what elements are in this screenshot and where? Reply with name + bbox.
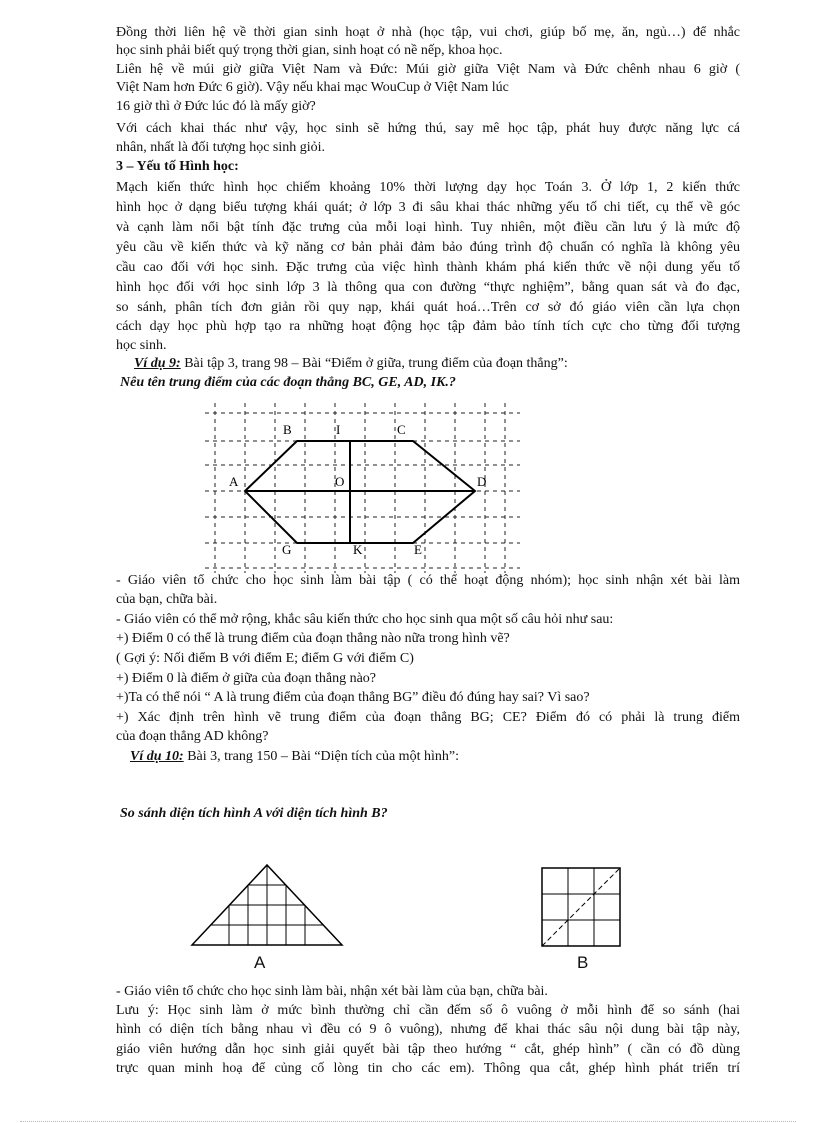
example-label: Ví dụ 9: [134, 356, 181, 371]
question-10: So sánh diện tích hình A với diện tích hình B? [120, 806, 388, 821]
point-label-e: E [414, 542, 422, 557]
point-label-c: C [397, 422, 406, 437]
text-line: +)Ta có thể nói “ A là trung điểm của đoạn thẳng BG” điều đó đúng hay sai? Vì sao? [116, 690, 590, 705]
example-10 [130, 749, 459, 765]
text-line: so sánh, phân tích đơn giản rồi quy nạp, khái quát hoá…Trên cơ sở đó giáo viên cần lựa chọn [116, 300, 740, 315]
text-line: ( Gợi ý: Nối điểm B với điểm E; điểm G với điểm C) [116, 651, 414, 666]
caption-a: A [254, 953, 266, 972]
text-line: cách dạy học phù hợp tạo ra những hoạt động học tập đảm bảo tính tích cực cho từng đối tượng [116, 319, 740, 334]
hexagon-grid-figure [200, 398, 530, 578]
shape-a-triangle [190, 860, 346, 950]
caption-b: B [577, 953, 589, 972]
page-footer-divider [20, 1121, 796, 1122]
example-text: Bài tập 3, trang 98 – Bài “Điểm ở giữa, trung điểm của đoạn thẳng”: [180, 356, 568, 371]
point-label-k: K [353, 542, 363, 557]
point-label-b: B [283, 422, 292, 437]
text-line: của bạn, chữa bài. [116, 592, 218, 607]
point-label-g: G [282, 542, 292, 557]
point-label-a: A [229, 474, 239, 489]
text-line: học sinh phải biết quý trọng thời gian, sinh hoạt có nề nếp, khoa học. [116, 43, 503, 58]
text-line: cầu cao đối với học sinh. Đặc trưng của việc hình thành khám phá kiến thức về nội dung yếu tố [116, 260, 740, 275]
text-line: Với cách khai thác như vậy, học sinh sẽ hứng thú, say mê học tập, phát huy được năng lực cá [116, 121, 740, 136]
text-line: - Giáo viên tổ chức cho học sinh làm bài tập ( có thể hoạt động nhóm); học sinh nhận xét bài làm [116, 573, 740, 588]
point-label-i: I [336, 422, 341, 437]
text-line: Mạch kiến thức hình học chiếm khoảng 10% thời lượng dạy học Toán 3. Ở lớp 1, 2 kiến thức [116, 180, 740, 195]
text-line: +) Xác định trên hình vẽ trung điểm của đoạn thẳng BG; CE? Điểm đó có phải là trung điểm [116, 710, 740, 725]
text-line: yêu cầu về kiến thức và kỹ năng cơ bản phải đảm bảo đúng trình độ chuẩn có nghĩa là không yêu [116, 240, 740, 255]
text-line: Liên hệ về múi giờ giữa Việt Nam và Đức: Múi giờ giữa Việt Nam và Đức chênh nhau 6 giờ ( [116, 62, 740, 77]
point-label-d: D [477, 474, 487, 489]
text-line: +) Điểm 0 có thể là trung điểm của đoạn thẳng nào nữa trong hình vẽ? [116, 631, 510, 646]
text-line: giáo viên hướng dẫn học sinh giải quyết bài tập theo hướng “ cắt, ghép hình” ( cần có đồ dùng [116, 1042, 740, 1057]
text-line: trực quan minh hoạ để củng cố lòng tin cho các em). Thông qua cắt, ghép hình phát triển trí [116, 1061, 740, 1076]
text-line: Việt Nam hơn Đức 6 giờ). Vậy nếu khai mạc WouCup ở Việt Nam lúc [116, 80, 509, 95]
example-9 [134, 356, 568, 372]
example-label: Ví dụ 10: [130, 749, 184, 764]
section-heading: 3 – Yếu tố Hình học: [116, 159, 239, 174]
text-line: +) Điểm 0 là điểm ở giữa của đoạn thẳng nào? [116, 671, 377, 686]
text-line: hình học ở dạng biểu tượng khái quát; ở lớp 3 đi sâu khai thác những yếu tố chi tiết, cụ thể về góc [116, 200, 740, 215]
text-line: và cạnh làm nổi bật tính đặc trưng của mỗi loại hình. Tuy nhiên, một điều cần lưu ý là mức độ [116, 220, 740, 235]
text-line: Đồng thời liên hệ về thời gian sinh hoạt ở nhà (học tập, vui chơi, giúp bố mẹ, ăn, ngủ…) để nhắc [116, 25, 740, 40]
text-line: học sinh. [116, 338, 167, 353]
example-text: Bài 3, trang 150 – Bài “Diện tích của một hình”: [183, 749, 459, 764]
text-line: - Giáo viên tổ chức cho học sinh làm bài, nhận xét bài làm của bạn, chữa bài. [116, 984, 548, 999]
text-line: hình học đối với học sinh lớp 3 là thông qua con đường “thực nghiệm”, bằng quan sát và đo đạc, [116, 280, 740, 295]
text-line: hình có diện tích bằng nhau vì đều có 9 ô vuông), nhưng để khai thác sâu nội dung bài tập này, [116, 1022, 740, 1037]
text-line: 16 giờ thì ở Đức lúc đó là mấy giờ? [116, 99, 316, 114]
point-label-o: O [335, 474, 345, 489]
text-line: của đoạn thẳng AD không? [116, 729, 269, 744]
text-line: nhân, nhất là đối tượng học sinh giỏi. [116, 140, 326, 155]
question-9: Nêu tên trung điểm của các đoạn thẳng BC, GE, AD, IK.? [120, 375, 456, 390]
text-line: - Giáo viên có thể mở rộng, khắc sâu kiến thức cho học sinh qua một số câu hỏi như sau: [116, 612, 614, 627]
shape-b-square [540, 866, 622, 948]
text-line: Lưu ý: Học sinh làm ở mức bình thường chỉ cần đếm số ô vuông ở mỗi hình để so sánh (hai [116, 1003, 740, 1018]
